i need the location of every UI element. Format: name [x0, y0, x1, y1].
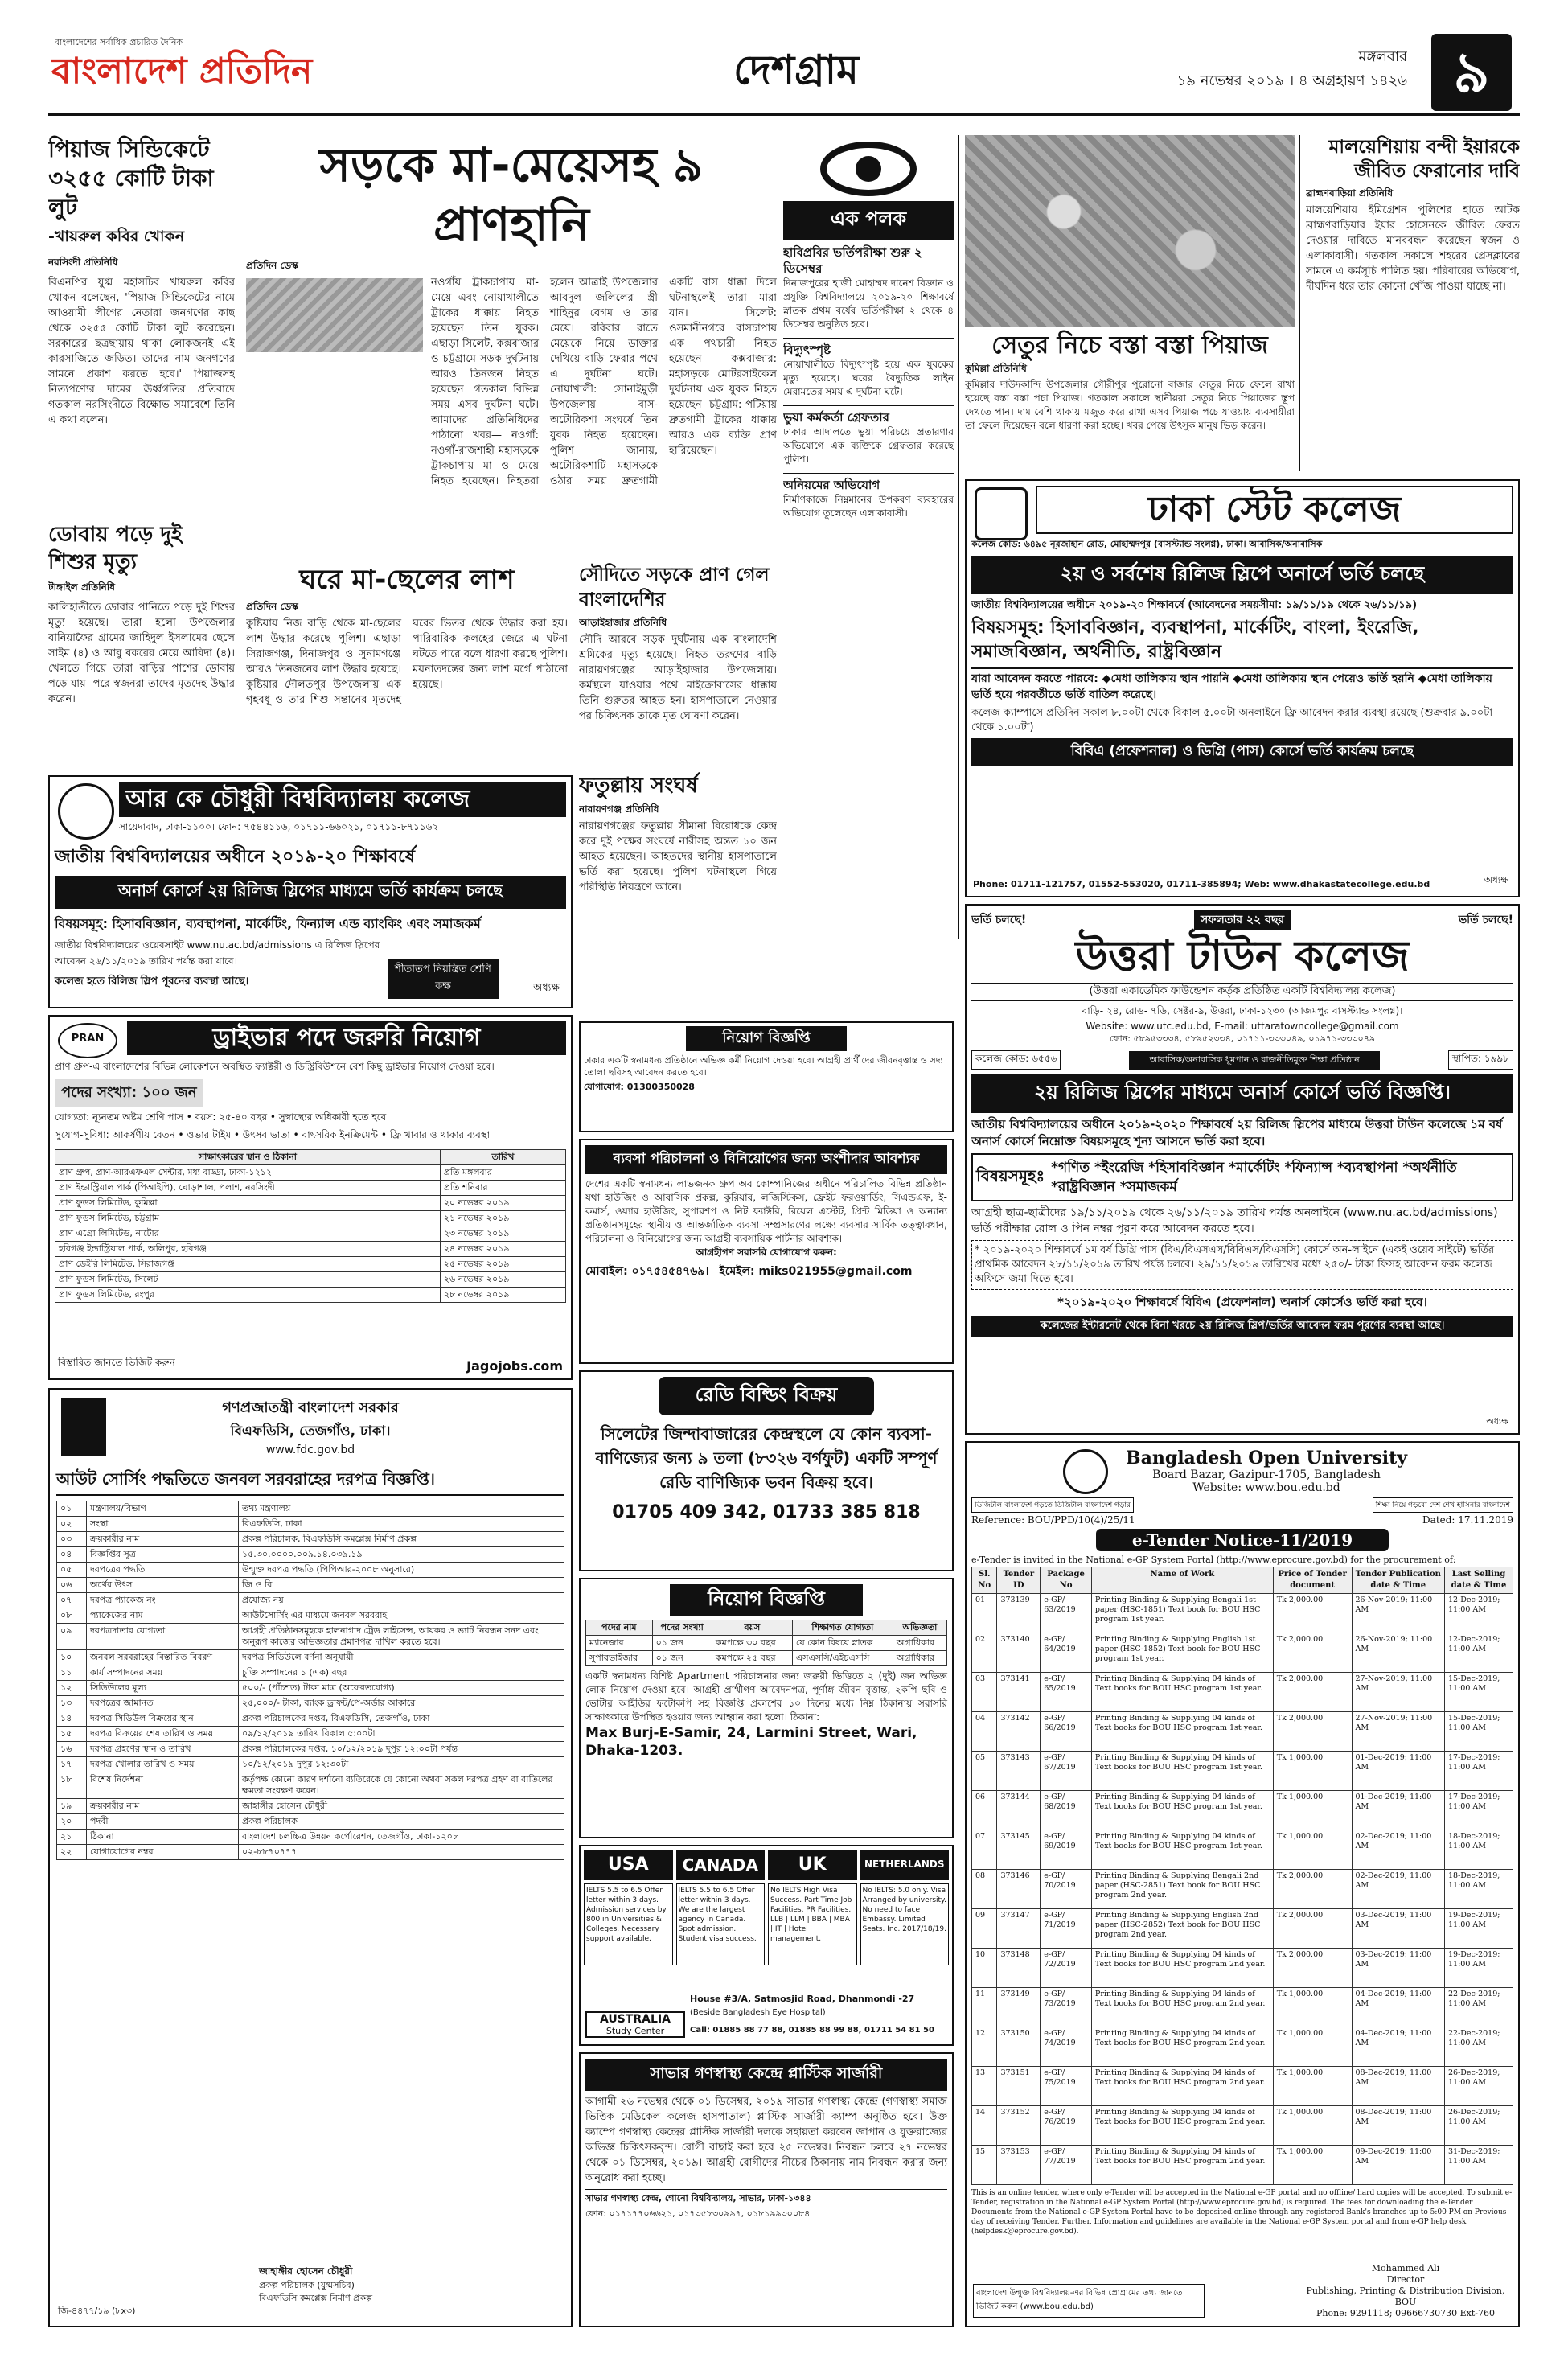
brand-sub: Study Center [605, 2026, 665, 2036]
note: No IELTS High Visa Success. Part Time Job Facilities. PR Facilities. LLB | LLM | BBA | MBA | IT | Hotel management. [768, 1883, 857, 1965]
ad-org: গণপ্রজাতন্ত্রী বাংলাদেশ সরকার [222, 1399, 399, 1416]
table-row: ১১ কার্য সম্পাদনের সময় চুক্তি সম্পাদনের ১ (এক) বছর [57, 1665, 564, 1681]
dated: Dated: 17.11.2019 [1422, 1514, 1513, 1526]
ad-web: Website: www.bou.edu.bd [1192, 1481, 1340, 1494]
table-row: 10 373148 e-GP/ 72/2019 Printing Binding & Supplying 04 kinds of Text books for BOU HSC program 2nd year. Tk 2,000.00 03-Dec-2019; 11:00 AM 19-Dec-2019; 11:00 AM [972, 1949, 1513, 1988]
eye-icon [820, 140, 917, 198]
ad-box: * ২০১৯-২০২০ শিক্ষাবর্ষে ১ম বর্ষ ডিগ্রি পাস (বিএ/বিএসএস/বিবিএস/বিএসসি) কোর্সে অন-লাইনে (একই ওয়েব সাইটে) ভর্তির প্রাথমিক আবেদন ২৮/১১/২০১৯ তারিখ পর্যন্ত চলবে। ২৯/১১/২০১৯ তারিখের মধ্যে ২৫০/- টাকা ফিসহ আবেদন ফরম কলেজ অফিসে জমা দিতে হবে। [971, 1240, 1513, 1290]
table-row: 08 373146 e-GP/ 70/2019 Printing Binding & Supplying Bengali 2nd paper (HSC-2851) Text book for BOU HSC program 2nd year. Tk 2,000.00 02-Dec-2019; 11:00 AM 18-Dec-2019; 11:00 AM [972, 1870, 1513, 1909]
ad-title: ব্যবসা পরিচালনা ও বিনিয়োগের জন্য অংশীদার আবশ্যক [585, 1145, 947, 1174]
ad-contact: যোগাযোগ: 01300350028 [584, 1082, 695, 1092]
table-row: ম্যানেজার ০১ জন কমপক্ষে ৩০ বছর যে কোন বিষয়ে স্নাতক অগ্রাধিকার [586, 1636, 947, 1651]
paper-logo: বাংলাদেশ প্রতিদিন [51, 51, 313, 92]
ad-bou [965, 1441, 1520, 2327]
ad-badge: শীতাতপ নিয়ন্ত্রিত শ্রেণি কক্ষ [388, 959, 499, 999]
story-dateline: ব্রাহ্মণবাড়িয়া প্রতিনিধি [1306, 187, 1394, 199]
table-row: ০৯ দরপত্রদাতার যোগ্যতা আগ্রহী প্রতিষ্ঠানসমূহকে হালনাগাদ ট্রেড লাইসেন্স, আয়কর ও ভ্যাট নিবন্ধন সনদ এবং অনুরূপ কাজের অভিজ্ঞতার প্রমাণপত্র দাখিল করতে হবে। [57, 1624, 564, 1650]
ad-title: আউট সোর্সিং পদ্ধতিতে জনবল সরবরাহের দরপত্র বিজ্ঞপ্তি। [56, 1468, 564, 1496]
story-dateline: নারায়ণগঞ্জ প্রতিনিধি [579, 803, 659, 815]
ad-body: ঢাকার একটি স্বনামধন্য প্রতিষ্ঠানে অভিজ্ঞ কর্মী নিয়োগ দেওয়া হবে। আগ্রহী প্রার্থীদের জীবনবৃত্তান্ত ও সদ্য তোলা ছবিসহ আবেদন করতে হবে। [584, 1055, 943, 1078]
ad-phone: মোবাইল: ০১৭৫৪৫৪৭৬৯। [585, 1265, 709, 1278]
story-onion [48, 135, 235, 513]
col-divider [1299, 135, 1300, 471]
ad-sign: অধ্যক্ষ [533, 982, 560, 994]
story-dateline: আড়াইহাজার প্রতিনিধি [579, 617, 667, 628]
photo-dateline: কুমিল্লা প্রতিনিধি [965, 363, 1027, 374]
table-row: প্রাণ গ্রুপ, প্রাণ-আরএফএল সেন্টার, মধ্য বাড্ডা, ঢাকা-১২১২ প্রতি মঙ্গলবার [55, 1165, 566, 1181]
ad-pran [48, 1015, 573, 1380]
ad-title: নিয়োগ বিজ্ঞপ্তি [670, 1584, 863, 1616]
country-uk: UK [768, 1850, 857, 1880]
ad-line1: জাতীয় বিশ্ববিদ্যালয়ের অধীনে ২০১৯-২০২০ শিক্ষাবর্ষে ২য় রিলিজ স্লিপের মাধ্যমে উত্তরা টাউন কলেজে ১ম বর্ষ অনার্স কোর্সে নিম্নোক্ত বিষয়সমূহে শূন্য আসনে ভর্তি করা হবে। [971, 1117, 1503, 1148]
table-row: ১৯ ক্রয়কারীর নাম জাহাঙ্গীর হোসেন চৌধুরী [57, 1799, 564, 1814]
table-row: ০২ সংস্থা বিএফডিসি, ঢাকা [57, 1517, 564, 1532]
paper-tagline: বাংলাদেশের সর্বাধিক প্রচারিত দৈনিক [55, 37, 183, 47]
table-row: ০৮ প্যাকেজের নাম আউটসোর্সিং এর মাধ্যমে জনবল সরবরাহ [57, 1608, 564, 1624]
table-row: 09 373147 e-GP/ 71/2019 Printing Binding & Supplying English 2nd paper (HSC-2852) Text book for BOU HSC program 2nd year. Tk 2,000.00 03-Dec-2019; 11:00 AM 19-Dec-2019; 11:00 AM [972, 1909, 1513, 1949]
ad-uttara-town [965, 904, 1520, 1435]
ad-study-abroad [579, 1845, 954, 2046]
ref: Reference: BOU/PPD/10(4)/25/11 [971, 1514, 1135, 1526]
ad-subjects: বিষয়সমূহ: হিসাববিজ্ঞান, ব্যবস্থাপনা, মার্কেটিং, বাংলা, ইংরেজি, সমাজবিজ্ঞান, অর্থনীতি, রাষ্ট্রবিজ্ঞান [971, 618, 1419, 662]
ad-name: উত্তরা টাউন কলেজ [1075, 932, 1410, 980]
top-left: ভর্তি চলছে! [971, 914, 1027, 926]
ad-bba: বিবিএ (প্রফেশনাল) ও ডিগ্রি (পাস) কোর্সে ভর্তি কার্যক্রম চলছে [971, 738, 1513, 766]
ad-name: আর কে চৌধুরী বিশ্ববিদ্যালয় কলেজ [119, 782, 566, 817]
ad-title: রেডি বিল্ডিং বিক্রয় [659, 1377, 874, 1415]
note: IELTS 5.5 to 6.5 Offer letter within 3 days. We are the largest agency in Canada. Spot admission. Student visa success. [676, 1883, 766, 1965]
table-header: তারিখ [440, 1150, 565, 1165]
tender-title: e-Tender Notice-11/2019 [1096, 1529, 1389, 1551]
interview-table [55, 1149, 566, 1303]
item-title: হাবিপ্রবির ভর্তিপরীক্ষা শুরু ২ ডিসেম্বর [783, 245, 922, 276]
story-saudi [579, 563, 777, 767]
story-title: পিয়াজ সিন্ডিকেটে ৩২৫৫ কোটি টাকা লুট [48, 136, 214, 220]
table-row: ১৮ বিশেষ নির্দেশনা কর্তৃপক্ষ কোনো কারণ দর্শানো ব্যতিরেকে যে কোনো অথবা সকল দরপত্র গ্রহণ বা বাতিলের ক্ষমতা সংরক্ষণ করেন। [57, 1772, 564, 1799]
ad-body: আগামী ২৬ নভেম্বর থেকে ০১ ডিসেম্বর, ২০১৯ সাভার গণস্বাস্থ্য কেন্দ্রে (গণস্বাস্থ্য সমাজ ভিত্তিক মেডিকেল কলেজ হাসপাতাল) প্লাস্টিক সার্জারী ক্যাম্প অনুষ্ঠিত হবে। উক্ত ক্যাম্পে গণস্বাস্থ্য কেন্দ্রের প্লাস্টিক সার্জারী দলকে সহায়তা করবেন জাপান ও যুক্তরাজ্যের অভিজ্ঞ চিকিৎসকবৃন্দ। রোগী বাছাই করা হবে ২৫ নভেম্বর। নিবন্ধন চলবে ২৭ নভেম্বর থেকে ০১ ডিসেম্বর, ২০১৯। আগ্রহী রোগীদের নীচের ঠিকানায় নাম নিবন্ধন করার জন্য অনুরোধ করা হচ্ছে। [585, 2096, 947, 2184]
ad-phone: ফোন: ০১৭১৭৭০৬৬২১, ০১৭৩৫৮৩০৯৯৭, ০১৮১৯৯৩০০৮৪ [585, 2208, 811, 2219]
story-title: সড়কে মা-মেয়েসহ ৯ প্রাণহানি [319, 138, 704, 252]
ad-title: ড্রাইভার পদে জরুরি নিয়োগ [127, 1021, 566, 1055]
story-body: নারায়ণগঞ্জের ফতুল্লায় সীমানা বিরোধকে কেন্দ্র করে দুই পক্ষের সংঘর্ষে নারীসহ অন্তত ১০ জন আহত হয়েছেন। আহতদের স্থানীয় হাসপাতালে ভর্তি করা হয়েছে। পুলিশ ঘটনাস্থলে গিয়ে পরিস্থিতি নিয়ন্ত্রণে আনে। [579, 820, 777, 893]
table-row: ২২ যোগাযোগের নম্বর ০২-৮৮৭০৭৭৭ [57, 1845, 564, 1860]
masthead-day: মঙ্গলবার [1358, 48, 1407, 65]
ad-fdc [48, 1388, 573, 2327]
pran-logo-icon: PRAN [58, 1023, 117, 1058]
table-row: 14 373152 e-GP/ 76/2019 Printing Binding & Supplying 04 kinds of Text books for BOU HSC program 2nd year. Tk 1,000.00 08-Dec-2019; 11:00 AM 26-Dec-2019; 11:00 AM [972, 2106, 1513, 2146]
post-table: পদের নাম পদের সংখ্যা বয়স শিক্ষাগত যোগ্যতা অভিজ্ঞতা ম্যানেজার ০১ জন কমপক্ষে ৩০ বছর যে কোন বিষয়ে স্নাতক অগ্রাধিকার সুপারভাইজার ০১ জন কমপক্ষে ২৫ বছর এসএসসি/এইচএসসি অগ্রাধিকার [585, 1620, 947, 1666]
table-row: ১৪ দরপত্র সিডিউল বিক্রয়ের স্থান প্রকল্প পরিচালকের দপ্তর, বিএফডিসি, তেজগাঁও, ঢাকা [57, 1711, 564, 1727]
ad-title: নিয়োগ বিজ্ঞপ্তি [686, 1026, 847, 1051]
table-row: ১০ জনবল সরবরাহের বিস্তারিত বিবরণ দরপত্র সিডিউলে বর্ণনা অনুযায়ী [57, 1650, 564, 1665]
top-right: ভর্তি চলছে! [1458, 914, 1513, 926]
item-body: নির্মাণকাজে নিম্নমানের উপকরণ ব্যবহারের অভিযোগ তুলেছেন এলাকাবাসী। [783, 494, 954, 519]
story-dateline: প্রতিদিন ডেস্ক [246, 260, 298, 271]
table-row: ২১ ঠিকানা বাংলাদেশ চলচ্চিত্র উন্নয়ন কর্পোরেশন, তেজগাঁও, ঢাকা-১২০৮ [57, 1830, 564, 1845]
ad-apply: যারা আবেদন করতে পারবে: ◆মেধা তালিকায় স্থান পায়নি ◆মেধা তালিকায় স্থান পেয়েও ভর্তি হয়নি ◆মেধা তালিকায় ভর্তি হয়ে পরবর্তীতে ভর্তি বাতিল করেছে। [971, 667, 1513, 703]
slogan-right: শিক্ষা নিয়ে গড়বো দেশ শেখ হাসিনার বাংলাদেশ [1373, 1497, 1513, 1513]
ad-banner: ২য় ও সর্বশেষ রিলিজ স্লিপে অনার্সে ভর্তি চলছে [971, 556, 1513, 594]
ad-code: জি-৪৪৭৭/১৯ (৮x৩) [58, 2306, 136, 2316]
ad-affiliation: জাতীয় বিশ্ববিদ্যালয়ের অধীনে ২০১৯-২০ শিক্ষাবর্ষে [55, 847, 415, 867]
table-row: ২০ পদবী প্রকল্প পরিচালক [57, 1814, 564, 1830]
ad-sign: অধ্যক্ষ [1486, 1416, 1508, 1427]
ad-body: দেশের একটি স্বনামধন্য লাভজনক গ্রুপ অব কোম্পানিজের অধীনে পরিচালিত বিভিন্ন প্রতিষ্ঠান যথা হাউজিং ও আবাসিক প্রকল্প, কুরিয়ার, লজিস্টিকস, ফ্রেইট ফরওয়ার্ডিং, সিএন্ডএফ, ই-কমার্স, ওয়্যার হাউজিং, সুপারশপ ও নিট ফ্যাক্টরি, রিয়েল এস্টেট, প্রিন্ট মিডিয়া ও অন্যান্য প্রতিষ্ঠানসমূহের স্থানীয় ও আন্তর্জাতিক ব্যবসা সম্প্রসারণের লক্ষ্যে ব্যবসার সার্বিক তত্ত্বাবধান, পরিচালনা ও বিনিয়োগের জন্য আগ্রহী ব্যবসায়িক পার্টনার আবশ্যক। [585, 1178, 947, 1244]
table-row: 01 373139 e-GP/ 63/2019 Printing Binding & Supplying Bengali 1st paper (HSC-1851) Text book for BOU HSC program 1st year. Tk 2,000.00 26-Nov-2019; 11:00 AM 12-Dec-2019; 11:00 AM [972, 1594, 1513, 1633]
ek-polok-item [783, 244, 954, 331]
ad-footer: বিস্তারিত জানতে ভিজিট করুন [58, 1357, 175, 1368]
ad-code: কলেজ কোড: ৬৪৯৫ নূরজাহান রোড, মোহাম্মদপুর (বাসস্ট্যান্ড সংলগ্ন), ঢাকা। আবাসিক/অনাবাসিক [971, 539, 1323, 549]
story-body: নওগাঁয় ট্রাকচাপায় মা-মেয়ে এবং নোয়াখালীতে ট্রাকের ধাক্কায় নিহত হয়েছেন তিন যুবক। এছাড়া সিলেট, কক্সবাজার ও চট্টগ্রামে সড়ক দুর্ঘটনায় আরও তিনজন নিহত হয়েছেন। গতকাল বিভিন্ন সময় এসব দুর্ঘটনা ঘটে। আমাদের প্রতিনিধিদের পাঠানো খবর— নওগাঁ: নওগাঁ-রাজশাহী মহাসড়কে ট্রাকচাপায় মা ও মেয়ে নিহত হয়েছেন। নিহতরা হলেন আত্রাই উপজেলার আবদুল জলিলের স্ত্রী শাহিনুর বেগম ও তার মেয়ে। রবিবার রাতে মেয়েকে নিয়ে ডাক্তার দেখিয়ে বাড়ি ফেরার পথে এ দুর্ঘটনা ঘটে। নোয়াখালী: সোনাইমুড়ী উপজেলায় বাস-অটোরিকশা সংঘর্ষে তিন যুবক নিহত হয়েছেন। পুলিশ জানায়, অটোরিকশাটি মহাসড়কে ওঠার সময় দ্রুতগামী একটি বাস ধাক্কা দিলে ঘটনাস্থলেই তারা মারা যান। সিলেট: ওসমানীনগরে বাসচাপায় এক পথচারী নিহত হয়েছেন। কক্সবাজার: মহাসড়কে মোটরসাইকেল দুর্ঘটনায় এক যুবক নিহত হয়েছেন। চট্টগ্রাম: পটিয়ায় দ্রুতগামী ট্রাকের ধাক্কায় আরও এক ব্যক্তি প্রাণ হারিয়েছেন। [431, 277, 777, 487]
note: IELTS 5.5 to 6.5 Offer letter within 3 days. Admission services by 800 in Universities & Colleges. Necessary support available. [584, 1883, 673, 1965]
ad-banner: ২য় রিলিজ স্লিপের মাধ্যমে অনার্স কোর্সে ভর্তি বিজ্ঞপ্তি। [971, 1074, 1513, 1113]
table-row: প্রাণ ফুডস লিমিটেড, রংপুর ২৮ নভেম্বর ২০১৯ [55, 1288, 566, 1303]
ad-address: সায়েদাবাদ, ঢাকা-১১০০। ফোন: ৭৫৪৪১১৬, ০১৭১১-৬৬০২১, ০১৭১১-৮৭১১৬২ [119, 821, 439, 832]
photo-caption: সেতুর নিচে বস্তা বস্তা পিয়াজ [991, 331, 1268, 359]
story-title: মালয়েশিয়ায় বন্দী ইয়ারকে জীবিত ফেরানোর দাবি [1328, 137, 1520, 182]
ad-qualification: যোগ্যতা: ন্যূনতম অষ্টম শ্রেণি পাস • বয়স: ২৫-৪০ বছর • সুস্বাস্থ্যের অধিকারী হতে হবে [55, 1111, 387, 1123]
story-body: কুষ্টিয়ায় নিজ বাড়ি থেকে মা-ছেলের লাশ উদ্ধার করেছে পুলিশ। এছাড়া সিরাজগঞ্জ, দিনাজপুর ও সুনামগঞ্জে আরও তিনজনের লাশ উদ্ধার হয়েছে। কুষ্টিয়ার দৌলতপুর উপজেলায় এক গৃহবধূ ও তার শিশু সন্তানের মৃতদেহ ঘরের ভিতর থেকে উদ্ধার করা হয়। পারিবারিক কলহের জেরে এ ঘটনা ঘটতে পারে বলে ধারণা করছে পুলিশ। ময়নাতদন্তের জন্য লাশ মর্গে পাঠানো হয়েছে। [246, 618, 568, 706]
masthead [48, 29, 1520, 119]
story-title: সৌদিতে সড়কে প্রাণ গেল বাংলাদেশির [579, 565, 770, 610]
table-row: 11 373149 e-GP/ 73/2019 Printing Binding & Supplying 04 kinds of Text books for BOU HSC program 2nd year. Tk 1,000.00 04-Dec-2019; 11:00 AM 22-Dec-2019; 11:00 AM [972, 1988, 1513, 2027]
ad-note2: কলেজ হতে রিলিজ স্লিপ পূরনের ব্যবস্থা আছে। [55, 975, 249, 988]
ad-address: বাড়ি- ২৪, রোড- ৭ডি, সেক্টর-৯, উত্তরা, ঢাকা-১২৩০ (আজমপুর বাসস্ট্যান্ড সংলগ্ন)। [1082, 1005, 1403, 1017]
item-title: অনিয়মের অভিযোগ [783, 478, 880, 492]
note: No IELTS: 5.0 only. Visa Arranged by university. No need to face Embassy. Limited Seats. Inc. 2017/18/19. [860, 1883, 950, 1965]
fdc-logo-icon [61, 1398, 106, 1456]
table-row: ১৬ দরপত্র গ্রহণের স্থান ও তারিখ প্রকল্প পরিচালকের দপ্তর, ১০/১২/২০১৯ দুপুর ১২:০০টা পর্যন্ত [57, 1742, 564, 1757]
col-divider [958, 135, 959, 939]
sign-title: প্রকল্প পরিচালক (যুগ্মসচিব) [259, 2280, 355, 2290]
table-row: 03 373141 e-GP/ 65/2019 Printing Binding & Supplying 04 kinds of Text books for BOU HSC program 1st year. Tk 2,000.00 27-Nov-2019; 11:00 AM 15-Dec-2019; 11:00 AM [972, 1673, 1513, 1712]
table-row: ০১ মন্ত্রণালয়/বিভাগ তথ্য মন্ত্রণালয় [57, 1501, 564, 1517]
ad-phone: 01705 409 342, 01733 385 818 [612, 1502, 921, 1522]
table-row: 02 373140 e-GP/ 64/2019 Printing Binding & Supplying English 1st paper (HSC-1852) Text book for BOU HSC program 1st year. Tk 2,000.00 26-Nov-2019; 11:00 AM 12-Dec-2019; 11:00 AM [972, 1633, 1513, 1673]
address-sub: (Beside Bangladesh Eye Hospital) [690, 2008, 826, 2017]
ad-benefits: সুযোগ-সুবিধা: আকর্ষণীয় বেতন • ওভার টাইম • উৎসব ভাতা • বাৎসরিক ইনক্রিমেন্ট • ফ্রি খাবার ও থাকার ব্যবস্থা [55, 1129, 491, 1140]
story-title: ডোবায় পড়ে দুই শিশুর মৃত্যু [48, 523, 183, 574]
table-header: Tender Publication date & Time [1352, 1567, 1445, 1594]
table-row: প্রাণ এগ্রো লিমিটেড, নাটোর ২৩ নভেম্বর ২০১৯ [55, 1226, 566, 1242]
brand [585, 2011, 685, 2038]
sign-org: বিএফডিসি কমপ্লেক্স নির্মাণ প্রকল্প [259, 2293, 373, 2303]
table-header: Tender ID [997, 1567, 1041, 1594]
table-row: 13 373151 e-GP/ 75/2019 Printing Binding & Supplying 04 kinds of Text books for BOU HSC program 2nd year. Tk 1,000.00 08-Dec-2019; 11:00 AM 26-Dec-2019; 11:00 AM [972, 2067, 1513, 2106]
slogans [971, 1497, 1513, 1513]
table-row: সুপারভাইজার ০১ জন কমপক্ষে ২৫ বছর এসএসসি/এইচএসসি অগ্রাধিকার [586, 1651, 947, 1666]
ad-body: সিলেটের জিন্দাবাজারের কেন্দ্রস্থলে যে কোন ব্যবসা-বাণিজ্যের জন্য ৯ তলা (৮৩২৬ বর্গফুট) একটি সম্পূর্ণ রেডি বাণিজ্যিক ভবন বিক্রয় হবে। [595, 1424, 938, 1492]
tender-notes: This is an online tender, where only e-Tender will be accepted in the National e-GP portal and no offline/ hard copies will be accepted. To submit e-Tender, registration in the National e-GP System Portal (http://www.eprocure.gov.bd) is required. The fees for downloading the e-Tender Documents from the National e-GP System Portal have to be deposited online through any registered Bank's branches up to 5:00 PM on Previous day of receiving Tender. Further, Information and guidelines are available in the National e-GP System portal and from e-GP help desk (helpdesk@eprocure.gov.bd). [971, 2189, 1513, 2236]
table-header: Name of Work [1091, 1567, 1273, 1594]
ad-niyog-1 [579, 1021, 954, 1132]
ad-tag: আবাসিক/অনাবাসিক ধূমপান ও রাজনীতিমুক্ত শিক্ষা প্রতিষ্ঠান [1129, 1051, 1380, 1070]
ad-name: Bangladesh Open University [1125, 1448, 1408, 1468]
ad-dept: বিএফডিসি, তেজগাঁও, ঢাকা। [230, 1423, 391, 1440]
table-row: প্রাণ ডেইরি লিমিটেড, সিরাজগঞ্জ ২৫ নভেম্বর ২০১৯ [55, 1257, 566, 1272]
table-row: 05 373143 e-GP/ 67/2019 Printing Binding & Supplying 04 kinds of Text books for BOU HSC program 1st year. Tk 1,000.00 01-Dec-2019; 11:00 AM 17-Dec-2019; 11:00 AM [972, 1752, 1513, 1791]
onion-photo [965, 135, 1295, 327]
sign-phone: Phone: 9291118; 09666730730 Ext-760 [1316, 2308, 1495, 2319]
story-body: সৌদি আরবে সড়ক দুর্ঘটনায় এক বাংলাদেশি শ্রমিকের মৃত্যু হয়েছে। নিহত তরুণের বাড়ি নারায়ণগঞ্জের আড়াইহাজার উপজেলায়। কর্মস্থলে যাওয়ার পথে মাইক্রোবাসের ধাক্কায় তিনি গুরুতর আহত হন। হাসপাতালে নেওয়ার পর চিকিৎসক তাকে মৃত ঘোষণা করেন। [579, 634, 777, 722]
story-subtitle: -খায়রুল কবির খোকন [48, 228, 185, 245]
story-body: কালিহাতীতে ডোবার পানিতে পড়ে দুই শিশুর মৃত্যু হয়েছে। তারা হলো উপজেলার বানিয়াফৈর গ্রামের জাহিদুল ইসলামের ছেলে সাইম (৪) ও আবু বকরের মেয়ে আবিদা (৪)। খেলতে গিয়ে তারা বাড়ির পাশের ডোবায় পড়ে যায়। পরে স্বজনরা তাদের মৃতদেহ উদ্ধার করেন। [48, 602, 235, 705]
country-usa: USA [584, 1850, 673, 1880]
country-netherlands: NETHERLANDS [860, 1850, 950, 1880]
table-row: ০৭ দরপত্র প্যাকেজ নং প্রযোজ্য নয় [57, 1593, 564, 1608]
item-title: বিদ্যুৎস্পৃষ্ট [783, 343, 831, 357]
sign-div: Publishing, Printing & Distribution Division, BOU [1306, 2286, 1505, 2307]
subjects: *গণিত *ইংরেজি *হিসাববিজ্ঞান *মার্কেটিং *ফিন্যান্স *ব্যবস্থাপনা *অর্থনীতি *রাষ্ট্রবিজ্ঞান *সমাজকর্ম [1051, 1160, 1457, 1195]
masthead-date: ১৯ নভেম্বর ২০১৯ । ৪ অগ্রহায়ণ ১৪২৬ [1176, 72, 1407, 89]
bou-seal-icon [1063, 1449, 1108, 1494]
story-malaysia [1306, 135, 1520, 471]
story-dateline: নরসিংদী প্রতিনিধি [48, 257, 118, 268]
story-mother-son [246, 563, 568, 767]
phone: Call: 01885 88 77 88, 01885 88 99 88, 01711 54 81 50 [690, 2026, 934, 2035]
ad-email: ইমেইল: miks021955@gmail.com [719, 1265, 913, 1278]
brand-name: AUSTRALIA [600, 2013, 671, 2026]
ad-addr: Board Bazar, Gazipur-1705, Bangladesh [1152, 1468, 1381, 1481]
ad-info-row [971, 1050, 1513, 1070]
country-canada: CANADA [676, 1850, 766, 1880]
address: House #3/A, Satmosjid Road, Dhanmondi -27 [690, 1994, 915, 2004]
ad-web: Website: www.utc.edu.bd, E-mail: uttaratowncollege@gmail.com [1086, 1021, 1399, 1032]
country-row [584, 1850, 949, 1880]
table-header: Package No [1041, 1567, 1092, 1594]
ad-phone: ফোন: ৫৮৯৫৩৩৩৪, ৫৮৯৫২৩৩৪, ০১৭১১-৩৩৩০৪৯, ০১৯৭১-৩৩৩০৪৯ [1110, 1033, 1375, 1044]
slogan-left: ডিজিটাল বাংলাদেশ গড়তে ডিজিটাল বাংলাদেশ গড়ার [971, 1497, 1134, 1513]
college-seal-icon [58, 783, 114, 840]
ad-contact: আগ্রহীগণ সরাসরি যোগাযোগ করুন: [696, 1247, 837, 1258]
ad-note: জাতীয় বিশ্ববিদ্যালয়ের ওয়েবসাইট www.nu.ac.bd/admissions এ রিলিজ স্লিপের আবেদন ২৬/১১/২০১৯ তারিখ পর্যন্ত করা যাবে। [55, 939, 380, 967]
ad-phone: Phone: 01711-121757, 01552-553020, 01711-385894; Web: www.dhakastatecollege.edu.bd [973, 879, 1430, 889]
sign-name: Mohammed Ali [1371, 2263, 1440, 2273]
ad-sub: (উত্তরা একাডেমিক ফাউন্ডেশন কর্তৃক প্রতিষ্ঠিত একটি বিশ্ববিদ্যালয় কলেজ) [971, 983, 1513, 1001]
story-dateline: প্রতিদিন ডেস্ক [246, 601, 298, 612]
top-mid: সফলতার ২২ বছর [1194, 910, 1291, 930]
table-row: ০৪ বিজ্ঞপ্তির সূত্র ১৫.৩০.০০০০.০০৯.১৪.০৩৯.১৯ [57, 1547, 564, 1563]
ad-code: কলেজ কোড: ৬৫৫৬ [971, 1050, 1061, 1070]
ad-bba: *২০১৯-২০২০ শিক্ষাবর্ষে বিবিএ (প্রফেশনাল) অনার্স কোর্সেও ভর্তি করা হবে। [1057, 1295, 1427, 1309]
table-row: 12 373150 e-GP/ 74/2019 Printing Binding & Supplying 04 kinds of Text books for BOU HSC program 2nd year. Tk 1,000.00 04-Dec-2019; 11:00 AM 22-Dec-2019; 11:00 AM [972, 2027, 1513, 2067]
section-title: দেশগ্রাম [733, 47, 859, 93]
table-row: প্রাণ ফুডস লিমিটেড, সিলেট ২৬ নভেম্বর ২০১৯ [55, 1272, 566, 1288]
table-row: ১৭ দরপত্র খোলার তারিখ ও সময় ১০/১২/২০১৯ দুপুর ১২:৩০টা [57, 1757, 564, 1772]
story-drown [48, 521, 235, 767]
ad-site: Jagojobs.com [466, 1358, 563, 1374]
ek-polok-item [783, 473, 954, 520]
table-row: ০৬ অর্থের উৎস জি ও বি [57, 1578, 564, 1593]
dsc-logo-icon [975, 487, 1028, 540]
ad-banner: অনার্স কোর্সে ২য় রিলিজ স্লিপের মাধ্যমে ভর্তি কার্যক্রম চলছে [55, 876, 566, 909]
table-row: 15 373153 e-GP/ 77/2019 Printing Binding & Supplying 04 kinds of Text books for BOU HSC program 2nd year. Tk 1,000.00 09-Dec-2019; 11:00 AM 31-Dec-2019; 11:00 AM [972, 2146, 1513, 2185]
photo-body: কুমিল্লার দাউদকান্দি উপজেলার গৌরীপুর পুরোনো বাজার সেতুর নিচে ফেলে রাখা হয়েছে বস্তা বস্তা পচা পিয়াজ। গতকাল সকালে স্থানীয়রা সেতুর নিচে পিয়াজের স্তূপ দেখতে পান। দাম বেশি থাকায় মজুত করে রাখা এসব পিয়াজ পচে যাওয়ায় ব্যবসায়ীরা তা ফেলে দিয়েছেন বলে ধারণা করা হচ্ছে। খবর পেয়ে উৎসুক মানুষ ভিড় করেন। [965, 379, 1295, 431]
ad-web: www.fdc.gov.bd [265, 1444, 355, 1456]
story-dateline: টাঙ্গাইল প্রতিনিধি [48, 581, 115, 593]
ad-line2: আগ্রহী ছাত্র-ছাত্রীদের ১৯/১১/২০১৯ থেকে ২৬/১১/২০১৯ তারিখ পর্যন্ত অনলাইনে (www.nu.ac.bd/admissions) ভর্তি পরীক্ষার রোল ও পিন নম্বর পূরণ করে আবেদন করতে হবে। [971, 1206, 1498, 1235]
item-body: ঢাকার আদালতে ভুয়া পরিচয়ে প্রতারণার অভিযোগে এক ব্যক্তিকে গ্রেফতার করেছে পুলিশ। [783, 426, 954, 465]
story-title: ঘরে মা-ছেলের লাশ [299, 564, 515, 596]
ad-address: Max Burj-E-Samir, 24, Larmini Street, Wari, Dhaka-1203. [585, 1725, 917, 1759]
table-row: ১২ সিডিউলের মূল্য ৫০০/- (পাঁচশত) টাকা মাত্র (অফেরতযোগ্য) [57, 1681, 564, 1696]
table-row: প্রাণ ইন্ডাস্ট্রিয়াল পার্ক (পিআইপি), ঘোড়াশাল, পলাশ, নরসিংদী প্রতি শনিবার [55, 1181, 566, 1196]
story-body: বিএনপির যুগ্ম মহাসচিব খায়রুল কবির খোকন বলেছেন, 'পিয়াজ সিন্ডিকেটের নামে আওয়ামী লীগের নেতারা জনগণের কাছ থেকে ৩২৫৫ কোটি টাকা লুট করেছেন। সরকারের ছত্রছায়ায় থাকা লোকজনই এই কারসাজিতে জড়িত। তাদের নাম জনগণের সামনে প্রকাশ করতে হবে।' পিয়াজসহ নিত্যপণ্যের দামের ঊর্ধ্বগতির প্রতিবাদে গতকাল নরসিংদীতে বিক্ষোভ সমাবেশে তিনি এ কথা বলেন। [48, 277, 235, 426]
ad-posts: পদের সংখ্যা: ১০০ জন [55, 1079, 203, 1107]
ad-building [579, 1370, 954, 1571]
slogan-box: বাংলাদেশ উন্মুক্ত বিশ্ববিদ্যালয়-এর বিভিন্ন প্রোগ্রামের তথ্য জানতে ভিজিট করুন (www.bou.edu.bd) [973, 2284, 1205, 2318]
ek-polok [783, 135, 954, 939]
item-body: নোয়াখালীতে বিদ্যুৎস্পৃষ্ট হয়ে এক যুবকের মৃত্যু হয়েছে। ঘরের বৈদ্যুতিক লাইন মেরামতের সময় এ দুর্ঘটনা ঘটে। [783, 359, 954, 397]
table-row: প্রাণ ফুডস লিমিটেড, চট্টগ্রাম ২১ নভেম্বর ২০১৯ [55, 1211, 566, 1226]
ek-polok-header: এক পলক [783, 201, 954, 240]
ad-surgery [579, 2052, 954, 2327]
ad-subjects-wrap [971, 1153, 1513, 1201]
ad-rk-chowdhury [48, 775, 573, 1008]
story-fatullah [579, 772, 777, 1013]
sign-title: Director [1386, 2274, 1425, 2285]
tender-table [971, 1567, 1513, 2185]
ad-dhaka-state [965, 479, 1520, 897]
ref-row [971, 1514, 1513, 1526]
table-row: ১৩ দরপত্রের জামানত ২৫,০০০/- টাকা, ব্যাংক ড্রাফট/পে-অর্ডার আকারে [57, 1696, 564, 1711]
table-row: 06 373144 e-GP/ 68/2019 Printing Binding & Supplying 04 kinds of Text books for BOU HSC program 1st year. Tk 1,000.00 01-Dec-2019; 11:00 AM 17-Dec-2019; 11:00 AM [972, 1791, 1513, 1830]
ad-sign: অধ্যক্ষ [1484, 874, 1508, 885]
table-row: ০৩ ক্রয়কারীর নাম প্রকল্প পরিচালক, বিএফডিসি কমপ্লেক্স নির্মাণ প্রকল্প [57, 1532, 564, 1547]
ek-polok-item [783, 338, 954, 399]
ad-partner [579, 1139, 954, 1364]
table-row: ০৫ দরপত্রের পদ্ধতি উন্মুক্ত দরপত্র পদ্ধতি (পিপিআর-২০০৮ অনুসারে) [57, 1563, 564, 1578]
ad-footer: কলেজের ইন্টারনেট থেকে বিনা খরচে ২য় রিলিজ স্লিপ/ভর্তির আবেদন ফরম পূরণের ব্যবস্থা আছে। [971, 1316, 1513, 1337]
tender-intro: e-Tender is invited in the National e-GP System Portal (http://www.eprocure.gov.bd) for the procurement of: [971, 1555, 1456, 1565]
table-header: Price of Tender document [1273, 1567, 1352, 1594]
table-row: প্রাণ ফুডস লিমিটেড, কুমিল্লা ২০ নভেম্বর ২০১৯ [55, 1196, 566, 1211]
sign [1301, 2263, 1510, 2319]
story-body: মালয়েশিয়ায় ইমিগ্রেশন পুলিশের হাতে আটক ব্রাহ্মণবাড়িয়ার ইয়ার হোসেনকে জীবিত ফেরত দেওয়ার দাবিতে মানববন্ধন করেছেন স্বজন ও এলাকাবাসী। গতকাল সকালে শহরের প্রেসক্লাবের সামনে এ কর্মসূচি পালিত হয়। পরিবারের অভিযোগ, দীর্ঘদিন ধরে তার কোনো খোঁজ পাওয়া যাচ্ছে না। [1306, 204, 1520, 293]
ad-org: সাভার গণস্বাস্থ্য কেন্দ্র, গোনো বিশ্ববিদ্যালয়, সাভার, ঢাকা-১৩৪৪ [585, 2189, 947, 2207]
table-row: 07 373145 e-GP/ 69/2019 Printing Binding & Supplying 04 kinds of Text books for BOU HSC program 1st year. Tk 1,000.00 02-Dec-2019; 11:00 AM 18-Dec-2019; 11:00 AM [972, 1830, 1513, 1870]
table-row: হবিগঞ্জ ইন্ডাস্ট্রিয়াল পার্ক, অলিপুর, হবিগঞ্জ ২৪ নভেম্বর ২০১৯ [55, 1242, 566, 1257]
table-header: সাক্ষাৎকারের স্থান ও ঠিকানা [55, 1150, 441, 1165]
story-photo [246, 278, 423, 352]
photo-story [965, 135, 1295, 471]
ad-niyog-2 [579, 1578, 954, 1838]
page-number: ৯ [1431, 34, 1512, 111]
story-title: ফতুল্লায় সংঘর্ষ [579, 774, 698, 798]
ad-line1: জাতীয় বিশ্ববিদ্যালয়ের অধীনে ২০১৯-২০ শিক্ষাবর্ষে (আবেদনের সময়সীমা: ১৯/১১/১৯ থেকে ২৬/১১/১৯) [971, 599, 1418, 611]
ad-campus: কলেজ ক্যাম্পাসে প্রতিদিন সকাল ৮.০০টা থেকে বিকাল ৫.০০টা অনলাইনে ফ্রি আবেদন করার ব্যবস্থা রয়েছে (শুক্রবার ৯.০০টা থেকে ১.০০টা)। [971, 707, 1493, 733]
table-header: Sl. No [972, 1567, 997, 1594]
ad-est: স্থাপিত: ১৯৯৮ [1448, 1050, 1513, 1070]
story-main [246, 135, 777, 553]
table-header: Last Selling date & Time [1445, 1567, 1513, 1594]
ad-subjects: বিষয়সমূহ: হিসাববিজ্ঞান, ব্যবস্থাপনা, মার্কেটিং, ফিন্যান্স এন্ড ব্যাংকিং এবং সমাজকর্ম [55, 916, 481, 931]
table-row: ১৫ দরপত্র বিক্রয়ের শেষ তারিখ ও সময় ০৯/১২/২০১৯ তারিখ বিকাল ৫:০০টা [57, 1727, 564, 1742]
table-row: 04 373142 e-GP/ 66/2019 Printing Binding & Supplying 04 kinds of Text books for BOU HSC program 1st year. Tk 2,000.00 27-Nov-2019; 11:00 AM 15-Dec-2019; 11:00 AM [972, 1712, 1513, 1752]
ad-top-row [971, 910, 1513, 930]
sign-name: জাহাঙ্গীর হোসেন চৌধুরী [259, 2265, 353, 2277]
ad-body: একটি স্বনামধন্য বিশিষ্ট Apartment পরিচালনার জন্য জরুরী ভিত্তিতে ২ (দুই) জন অভিজ্ঞ লোক নিয়োগ দেওয়া হবে। আগ্রহী প্রার্থীগণ আবেদনপত্র, পূর্ণাঙ্গ জীবন বৃত্তান্ত, ২কপি ছবি ও ভোটার আইডির ফটোকপি সহ বিজ্ঞপ্তি প্রকাশের ১০ দিনের মধ্যে নিম্ন ঠিকানায় সরাসরি সাক্ষাৎকারে উপস্থিত হওয়ার জন্য আহ্বান করা হলো। ঠিকানা: [585, 1670, 947, 1723]
masthead-rule [48, 113, 1520, 116]
subjects-label: বিষয়সমূহঃ [976, 1165, 1045, 1185]
ad-name: ঢাকা স্টেট কলেজ [1036, 486, 1513, 534]
item-title: ভুয়া কর্মকর্তা গ্রেফতার [783, 410, 889, 425]
ad-title: সাভার গণস্বাস্থ্য কেন্দ্রে প্লাস্টিক সার্জারী [585, 2059, 947, 2091]
notes-row [584, 1883, 949, 1965]
ad-intro: প্রাণ গ্রুপ-এ বাংলাদেশের বিভিন্ন লোকেশনে অবস্থিত ফ্যাক্টরী ও ডিস্ট্রিবিউশনে বেশ কিছু ড্রাইভার নিয়োগ দেওয়া হবে। [55, 1061, 495, 1072]
ek-polok-item [783, 405, 954, 466]
fdc-table [56, 1501, 564, 1860]
item-body: দিনাজপুরের হাজী মোহাম্মদ দানেশ বিজ্ঞান ও প্রযুক্তি বিশ্ববিদ্যালয়ে ২০১৯-২০ শিক্ষাবর্ষে স্নাতক প্রথম বর্ষের ভর্তিপরীক্ষা ২ থেকে ৪ ডিসেম্বর অনুষ্ঠিত হবে। [783, 277, 954, 330]
